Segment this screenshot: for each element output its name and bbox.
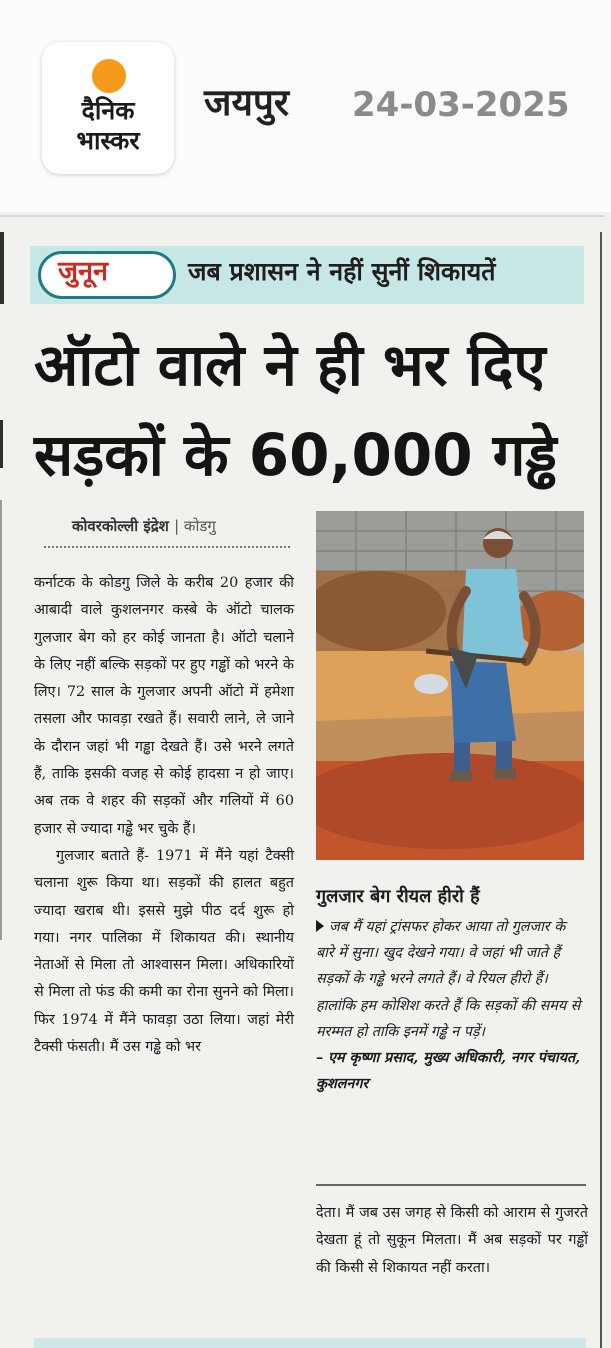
body-continuation: देता। मैं जब उस जगह से किसी को आराम से गुजरते देखता हूं तो सुकून मिलता। मैं अब सड़कों पर गड्ढों की किसी से शिकायत नहीं करता।	[316, 1205, 588, 1276]
edition-city: जयपुर	[204, 81, 290, 124]
sidebar-quote	[316, 914, 586, 1097]
kicker-label: जुनून	[58, 256, 109, 287]
next-article-strip	[34, 1338, 586, 1348]
quote-marker-icon	[316, 920, 324, 932]
edition-date: 24-03-2025	[352, 85, 570, 125]
masthead	[0, 0, 611, 212]
photo-illustration	[316, 511, 584, 860]
byline-author: कोवरकोल्ली इंद्रेश	[72, 517, 169, 535]
left-margin-bar	[0, 232, 4, 304]
sidebar-title: गुलजार बेग रीयल हीरो हैं	[316, 886, 480, 907]
byline: कोवरकोल्ली इंद्रेश | कोडगु	[72, 517, 216, 535]
headline-line2: सड़कों के 60,000 गड्ढे	[34, 421, 557, 489]
sidebar-quote-text: जब मैं यहां ट्रांसफर होकर आया तो गुलजार के बारे में सुना। खुद देखने गया। वे जहां भी जाते हैं सड़कों के गड्ढे भरने लगते हैं। वे रियल हीरो हैं। हालांकि हम कोशिश करते हैं कि सड़कों की समय से मरम्मत हो ताकि इनमें गड्ढे न पड़ें।	[316, 919, 581, 1040]
body-paragraph-2: गुलजार बताते हैं- 1971 में मैंने यहां टैक्सी चलाना शुरू किया था। सड़कों की हालत बहुत ज्यादा खराब थी। इससे मुझे पीठ दर्द शुरू हो गया। नगर पालिका में शिकायत की। स्थानीय नेताओं से मिला तो आश्वासन मिला। अधिकारियों से मिला तो फंड की कमी का रोना सुनने को मिला। फिर 1974 में मैंने फावड़ा उठा लिया। जहां मेरी टैक्सी फंसती। मैं उस गड्ढे को भर	[34, 847, 294, 1056]
sun-icon	[92, 59, 126, 93]
page-edge	[600, 232, 602, 1348]
deck-line: जब प्रशासन ने नहीं सुनीं शिकायतें	[188, 257, 496, 286]
left-margin-line	[0, 500, 2, 940]
headline-line1: ऑटो वाले ने ही भर दिए	[34, 331, 546, 399]
sidebar-rule	[316, 1184, 586, 1186]
sidebar-attribution: – एम कृष्णा प्रसाद, मुख्य अधिकारी, नगर पंचायत, कुशलनगर	[316, 1050, 581, 1093]
masthead-divider	[0, 215, 605, 217]
logo-text-line2: भास्कर	[76, 126, 140, 155]
logo-text-line1: दैनिक	[81, 96, 135, 125]
byline-rule	[44, 546, 290, 548]
byline-place: कोडगु	[183, 517, 216, 535]
article-body	[34, 570, 294, 1061]
dainik-bhaskar-logo	[42, 42, 174, 174]
body-paragraph-1: कर्नाटक के कोडगु जिले के करीब 20 हजार की आबादी वाले कुशलनगर कस्बे के ऑटो चालक गुलजार बेग को हर कोई जानता है। ऑटो चलाने के लिए नहीं बल्कि सड़कों पर हुए गड्ढों को भरने के लिए। 72 साल के गुलजार अपनी ऑटो में हमेशा तसला और फावड़ा रखते हैं। सवारी लाने, ले जाने के दौरान जहां भी गड्ढा देखते हैं। उसे भरने लगते हैं, ताकि इसकी वजह से कोई हादसा न हो जाए। अब तक वे शहर की सड़कों और गलियों में 60 हजार से ज्यादा गड्ढे भर चुके हैं।	[34, 575, 294, 837]
left-margin-bar	[0, 420, 3, 468]
article-photo	[316, 511, 584, 860]
